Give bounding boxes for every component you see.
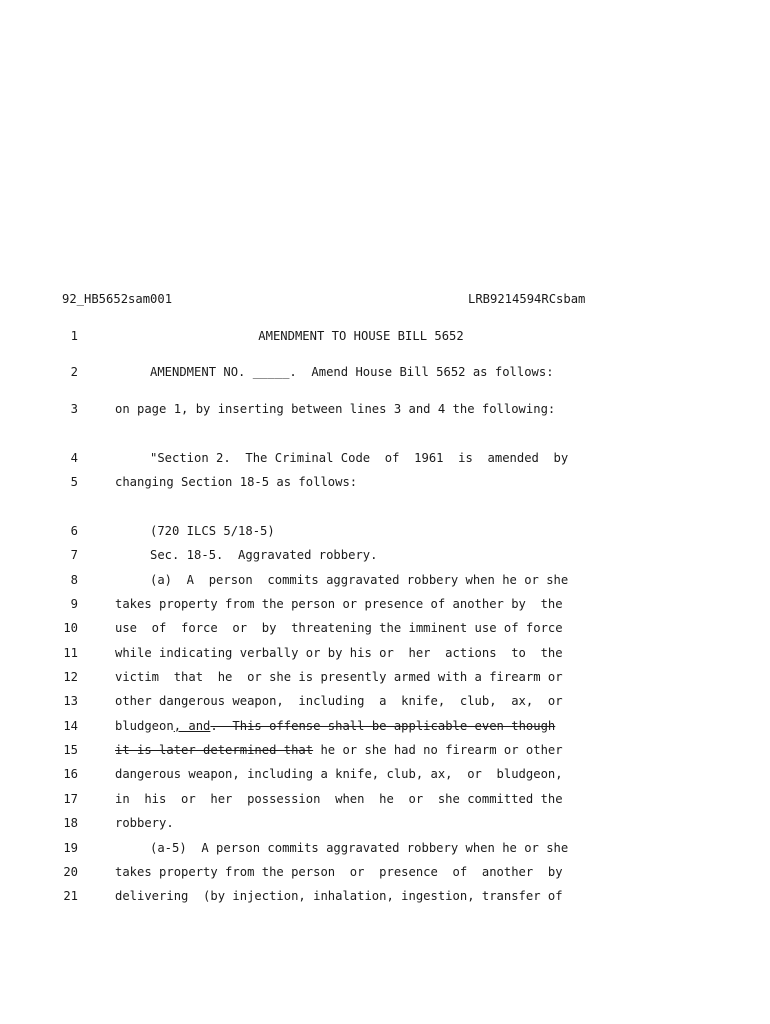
line-text: changing Section 18-5 as follows: [115,475,358,489]
line-number: 4 [70,451,78,465]
line-text: takes property from the person or presence of another by [115,865,563,879]
line-11 [0,645,770,661]
line-number: 21 [63,889,78,903]
line-text [115,718,667,734]
line-2 [0,364,770,380]
line-text: on page 1, by inserting between lines 3 and 4 the following: [115,402,556,416]
line-1 [0,328,770,344]
line-18 [0,815,770,831]
line-text: victim that he or she is presently armed with a firearm or [115,670,563,684]
line-text: in his or her possession when he or she committed the [115,792,563,806]
line-text: dangerous weapon, including a knife, club, ax, or bludgeon, [115,767,563,781]
line-3 [0,401,770,417]
line-number: 20 [63,865,78,879]
line-5 [0,474,770,490]
bill-id: 92_HB5652sam001 [62,292,173,306]
line-number: 17 [63,792,78,806]
line-text: while indicating verbally or by his or her actions to the [115,646,563,660]
plain-text: bludgeon [115,719,174,733]
line-number: 7 [70,548,78,562]
line-number: 18 [63,816,78,830]
line-17 [0,791,770,807]
line-15 [0,742,770,758]
line-number: 1 [70,329,78,343]
line-number: 15 [63,743,78,757]
line-number: 2 [70,365,78,379]
inserted-text: , and [173,719,211,733]
line-6 [0,523,770,539]
line-number: 14 [63,719,78,733]
line-13 [0,693,770,709]
line-number: 9 [70,597,78,611]
line-text: AMENDMENT NO. _____. Amend House Bill 5652 as follows: [150,365,554,379]
line-9 [0,596,770,612]
line-number: 13 [63,694,78,708]
line-text: (a-5) A person commits aggravated robbery when he or she [150,841,569,855]
struck-text: it is later determined that [115,743,314,757]
line-number: 3 [70,402,78,416]
line-number: 11 [63,646,78,660]
line-text: use of force or by threatening the imminent use of force [115,621,563,635]
line-number: 19 [63,841,78,855]
line-number: 5 [70,475,78,489]
line-number: 6 [70,524,78,538]
struck-text: . This offense shall be applicable even though [210,719,556,733]
statute-citation: (720 ILCS 5/18-5) [150,524,275,538]
plain-text: he or she had no firearm or other [313,743,563,757]
line-21 [0,888,770,904]
line-text: (a) A person commits aggravated robbery when he or she [150,573,569,587]
line-19 [0,840,770,856]
lrb-id: LRB9214594RCsbam [468,292,586,306]
line-number: 10 [63,621,78,635]
line-text: other dangerous weapon, including a knife, club, ax, or [115,694,563,708]
amendment-title: AMENDMENT TO HOUSE BILL 5652 [258,329,464,343]
line-4 [0,450,770,466]
line-14 [0,718,770,734]
line-text: robbery. [115,816,174,830]
line-number: 16 [63,767,78,781]
line-text [115,742,667,758]
line-text: delivering (by injection, inhalation, ingestion, transfer of [115,889,563,903]
line-12 [0,669,770,685]
line-10 [0,620,770,636]
line-number: 8 [70,573,78,587]
section-heading: Sec. 18-5. Aggravated robbery. [150,548,378,562]
line-number: 12 [63,670,78,684]
line-text: "Section 2. The Criminal Code of 1961 is amended by [150,451,569,465]
line-20 [0,864,770,880]
line-7 [0,547,770,563]
line-8 [0,572,770,588]
line-text: takes property from the person or presence of another by the [115,597,563,611]
line-16 [0,766,770,782]
